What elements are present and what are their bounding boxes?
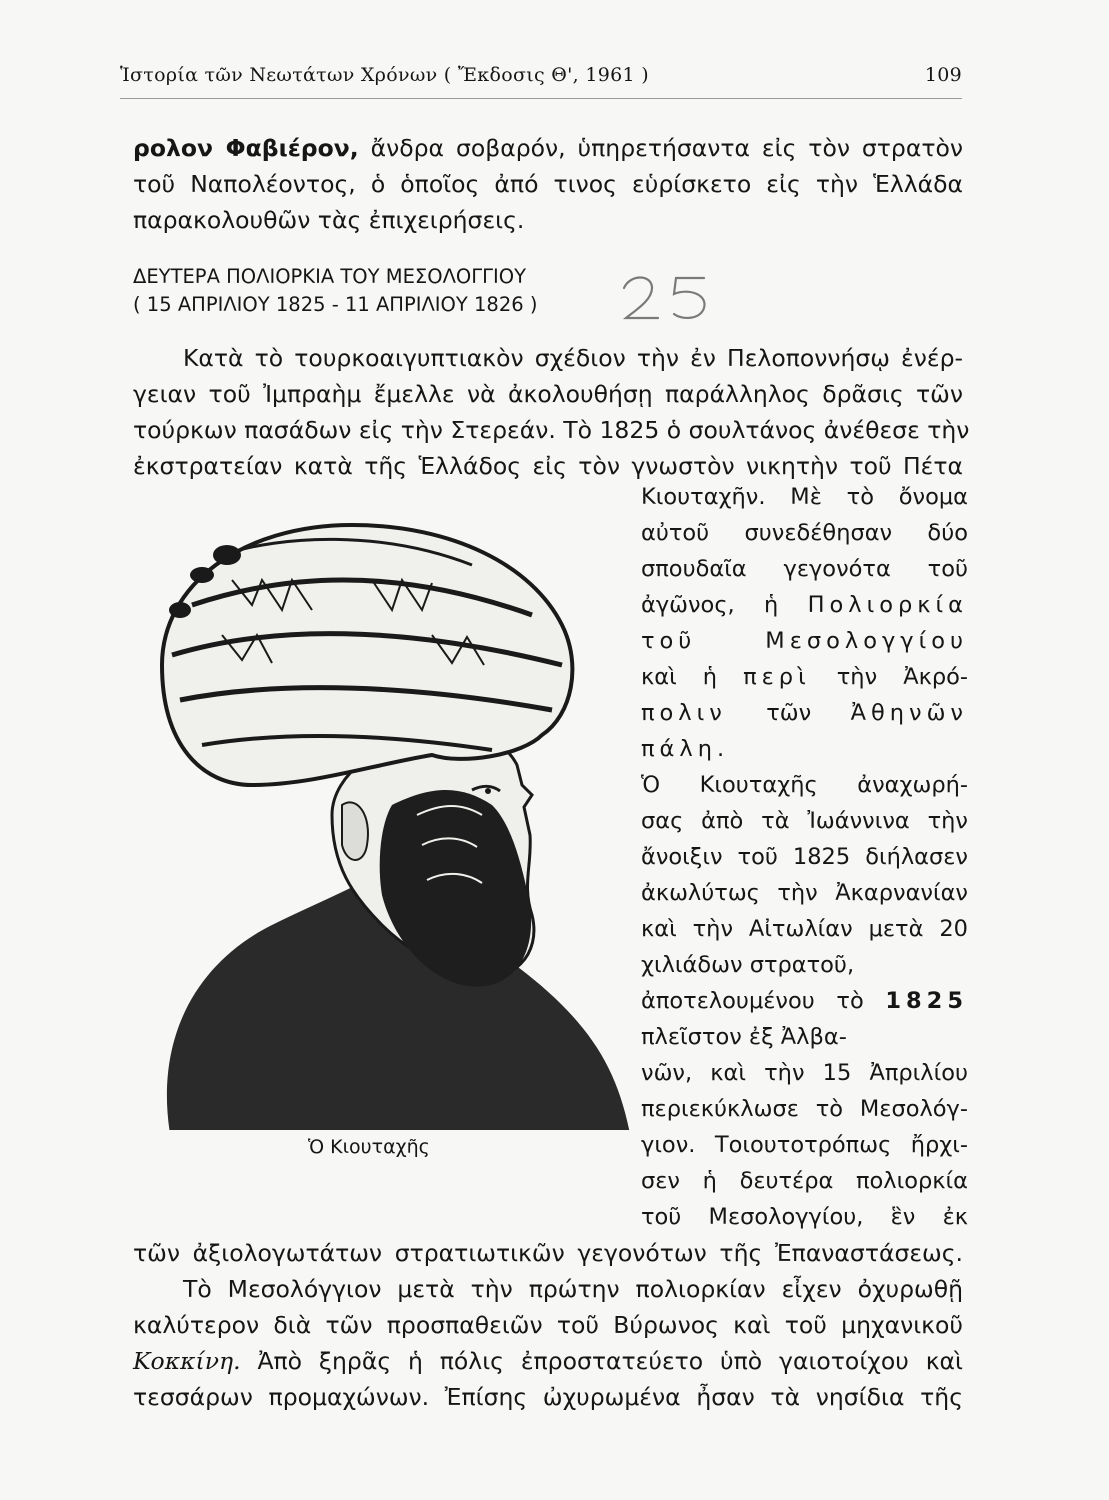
column-line: ἄνοιξιν τοῦ 1825 διήλασεν [641, 844, 968, 870]
column-line: χιλιάδων στρατοῦ, [641, 952, 855, 978]
spaced-term: Ἀθηνῶν [850, 700, 968, 726]
running-title: Ἱστορία τῶν Νεωτάτων Χρόνων ( Ἔκδοσις Θ', 1961 ) [120, 64, 649, 86]
text-fragment: τῶν [766, 700, 812, 726]
column-line: γιον. Τοιουτοτρόπως ἤρχι- [641, 1132, 968, 1158]
text-fragment: καὶ ἡ [641, 664, 718, 690]
column-line [641, 623, 968, 659]
handwritten-annotation [612, 268, 716, 324]
text-line: ἐκστρατείαν κατὰ τῆς Ἑλλάδος εἰς τὸν γνωστὸν νικητὴν τοῦ Πέτα [133, 452, 963, 480]
italic-name: Κοκκίνη. [133, 1347, 241, 1375]
portrait-caption: Ὁ Κιουταχῆς [308, 1136, 430, 1158]
spaced-term: περὶ [743, 664, 811, 690]
text-line [133, 130, 963, 166]
column-line: αὐτοῦ συνεδέθησαν δύο [641, 520, 968, 546]
column-line [641, 695, 968, 731]
column-line: ἀκωλύτως τὴν Ἀκαρνανίαν [641, 880, 968, 906]
column-line: σεν ἡ δευτέρα πολιορκία [641, 1168, 968, 1194]
handwritten-digit-2 [624, 278, 658, 319]
column-line [641, 983, 968, 1019]
section-title: ΔΕΥΤΕΡΑ ΠΟΛΙΟΡΚΙΑ ΤΟΥ ΜΕΣΟΛΟΓΓΙΟΥ [133, 265, 526, 288]
text-line: Κατὰ τὸ τουρκοαιγυπτιακὸν σχέδιον τὴν ἐν Πελοποννήσῳ ἐνέρ- [183, 344, 963, 372]
column-line: τοῦ Μεσολογγίου, ἓν ἐκ [641, 1204, 968, 1230]
column-line: νῶν, καὶ τὴν 15 Ἀπριλίου [641, 1060, 968, 1086]
column-line [641, 587, 968, 623]
column-line: Κιουταχῆν. Μὲ τὸ ὄνομα [641, 484, 968, 510]
column-line: σας ἀπὸ τὰ Ἰωάννινα τὴν [641, 808, 968, 834]
handwritten-digit-5 [674, 278, 705, 318]
column-line [641, 731, 968, 767]
spaced-term: Μεσολογγίου [765, 628, 968, 654]
text-fragment: τὴν Ἀκρό- [836, 664, 969, 690]
text-fragment: Ἀπὸ ξηρᾶς ἡ πόλις ἐπροστατεύετο ὑπὸ γαιοτοίχου καὶ [240, 1347, 963, 1375]
section-dates: ( 15 ΑΠΡΙΛΙΟΥ 1825 - 11 ΑΠΡΙΛΙΟΥ 1826 ) [133, 293, 538, 316]
page-number: 109 [924, 64, 962, 86]
column-line: περιεκύκλωσε τὸ Μεσολόγ- [641, 1096, 968, 1122]
spaced-term: πολιν [641, 700, 727, 726]
column-line: καὶ τὴν Αἰτωλίαν μετὰ 20 [641, 916, 968, 942]
spaced-term: πάλη. [641, 736, 730, 762]
margin-year: 1825 [885, 988, 968, 1014]
column-line [641, 659, 968, 695]
text-line: τῶν ἀξιολογωτάτων στρατιωτικῶν γεγονότων τῆς Ἐπαναστάσεως. [133, 1239, 963, 1267]
text-line: παρακολουθῶν τὰς ἐπιχειρήσεις. [133, 206, 525, 234]
text-line: τοῦ Ναπολέοντος, ὁ ὁποῖος ἀπό τινος εὑρίσκετο εἰς τὴν Ἑλλάδα [133, 170, 963, 198]
text-line: καλύτερον διὰ τῶν προσπαθειῶν τοῦ Βύρωνος καὶ τοῦ μηχανικοῦ [133, 1311, 963, 1339]
spaced-term: Πολιορκία [807, 592, 968, 618]
text-line: τούρκων πασάδων εἰς τὴν Στερεάν. Τὸ 1825 ὁ σουλτάνος ἀνέθεσε τὴν [133, 416, 970, 444]
column-line: Ὁ Κιουταχῆς ἀναχωρή- [641, 772, 968, 798]
page-header [120, 58, 962, 99]
text-line: τεσσάρων προμαχώνων. Ἐπίσης ὠχυρωμένα ἦσαν τὰ νησίδια τῆς [133, 1383, 963, 1411]
spaced-term: τοῦ [641, 628, 697, 654]
text-fragment: ἀγῶνος, ἡ [641, 592, 779, 618]
bold-name: ρολον Φαβιέρον, [133, 134, 359, 162]
text-fragment: ἀποτελουμένου τὸ [641, 988, 864, 1014]
column-line: πλεῖστον ἐξ Ἀλβα- [641, 1024, 847, 1050]
text-fragment: ἄνδρα σοβαρόν, ὑπηρετήσαντα εἰς τὸν στρατὸν [358, 134, 963, 162]
text-line [133, 1343, 963, 1379]
text-line: γειαν τοῦ Ἰμπραὴμ ἔμελλε νὰ ἀκολουθήσῃ παράλληλος δρᾶσις τῶν [133, 380, 963, 408]
column-line: σπουδαῖα γεγονότα τοῦ [641, 556, 968, 582]
kioutachis-portrait-engraving [132, 485, 632, 1130]
text-line: Τὸ Μεσολόγγιον μετὰ τὴν πρώτην πολιορκίαν εἶχεν ὀχυρωθῇ [183, 1275, 963, 1303]
